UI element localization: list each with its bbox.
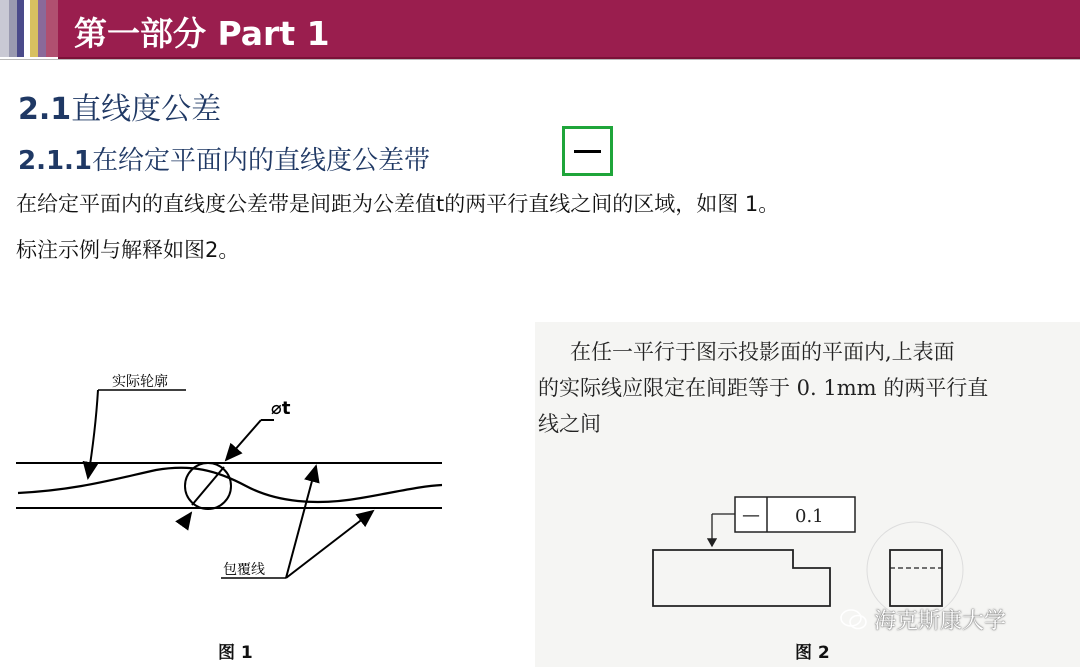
slide-title: 第一部分 Part 1 bbox=[74, 14, 330, 53]
figure-2-description bbox=[538, 334, 989, 442]
diameter-label: ⌀t bbox=[271, 398, 291, 419]
figure-2-drawing bbox=[535, 440, 1080, 630]
watermark-text: 海克斯康大学 bbox=[874, 609, 1007, 634]
actual-profile-label: 实际轮廓 bbox=[112, 374, 168, 390]
part-front-view bbox=[653, 550, 830, 606]
subsection-heading bbox=[18, 140, 430, 177]
wechat-icon bbox=[840, 609, 868, 631]
figure-2-text-line-1: 在任一平行于图示投影面的平面内,上表面 bbox=[570, 340, 955, 364]
body-text-line-2: 标注示例与解释如图2。 bbox=[16, 238, 240, 262]
header-stripes bbox=[0, 0, 58, 57]
figure-2-text-line-2: 的实际线应限定在间距等于 0. 1mm 的两平行直 bbox=[538, 376, 989, 400]
header-divider bbox=[0, 59, 1080, 60]
part-side-view bbox=[890, 550, 942, 606]
watermark bbox=[840, 604, 1006, 635]
subsection-number: 2.1.1 bbox=[18, 146, 93, 176]
figure-1-diagram bbox=[16, 368, 446, 630]
tolerance-value: 0.1 bbox=[795, 506, 824, 527]
envelope-label: 包覆线 bbox=[223, 562, 265, 578]
straightness-symbol-icon bbox=[562, 126, 613, 176]
figure-2-caption: 图 2 bbox=[795, 643, 830, 663]
tolerance-symbol: — bbox=[742, 505, 760, 526]
section-title: 直线度公差 bbox=[71, 92, 222, 127]
section-heading bbox=[18, 84, 221, 128]
figure-2-text-line-3: 线之间 bbox=[538, 412, 601, 436]
body-text-line-1: 在给定平面内的直线度公差带是间距为公差值t的两平行直线之间的区域，如图 1。 bbox=[16, 192, 780, 216]
subsection-title: 在给定平面内的直线度公差带 bbox=[92, 146, 431, 176]
section-number: 2.1 bbox=[18, 92, 72, 127]
figure-1-caption: 图 1 bbox=[218, 643, 253, 663]
